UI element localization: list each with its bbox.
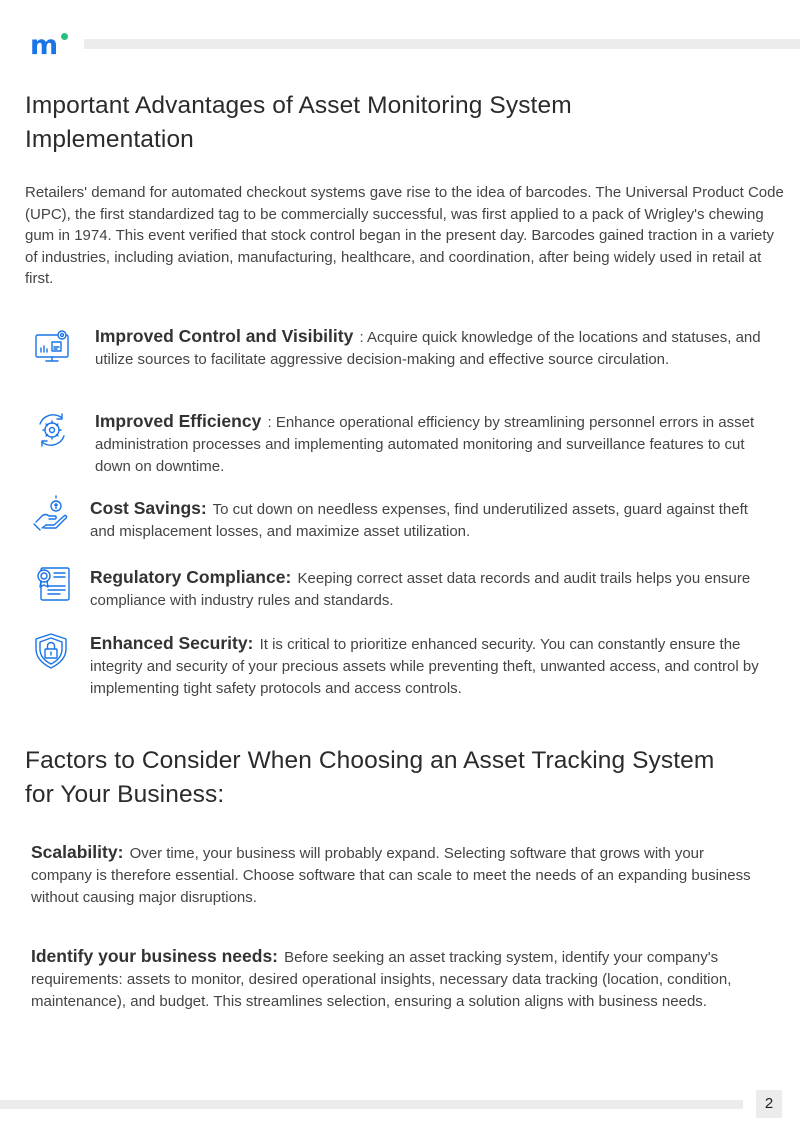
certificate-icon xyxy=(34,564,74,604)
header-bar xyxy=(84,39,800,49)
advantage-text: Acquire quick knowledge of the locations and statuses, and utilize sources to facilitate aggressive decision-making and effective source circulation. xyxy=(95,329,761,368)
section-title-advantages: Important Advantages of Asset Monitoring System Implementation xyxy=(25,92,572,153)
logo-dot xyxy=(61,33,68,40)
factor-text: Over time, your business will probably expand. Selecting software that grows with your company is therefore essential. Choose software that can scale to meet the needs of an expanding business without causing major disruptions. xyxy=(31,845,751,906)
advantage-separator: : xyxy=(263,414,276,431)
advantage-item xyxy=(90,498,760,543)
hand-coin-icon xyxy=(32,494,72,534)
company-logo xyxy=(30,30,70,62)
factor-item xyxy=(31,842,761,908)
page-number: 2 xyxy=(756,1090,782,1118)
factor-item xyxy=(31,946,761,1012)
advantage-item xyxy=(95,326,765,371)
factor-text: Before seeking an asset tracking system, identify your company's requirements: assets to monitor, desired operational insights, necessary data tracking (location, condition, maintenance), and budget. This streamlines selection, ensuring a solution aligns with business needs. xyxy=(31,949,732,1010)
advantage-text: It is critical to prioritize enhanced security. You can constantly ensure the integrity and security of your precious assets while preventing theft, unwanted access, and control by implementing tight safety protocols and access controls. xyxy=(90,636,759,697)
logo-letter: m xyxy=(30,30,58,61)
factor-label: Scalability: xyxy=(31,842,124,862)
advantage-label: Improved Control and Visibility xyxy=(95,326,354,346)
advantage-separator: : xyxy=(355,329,368,346)
advantage-label: Regulatory Compliance: xyxy=(90,567,292,587)
advantage-text: To cut down on needless expenses, find underutilized assets, guard against theft and misplacement losses, and maximize asset utilization. xyxy=(90,501,748,540)
advantage-item xyxy=(90,633,760,699)
factor-label: Identify your business needs: xyxy=(31,946,278,966)
footer-bar xyxy=(0,1100,743,1109)
monitor-chart-icon xyxy=(32,328,72,368)
advantage-item xyxy=(90,567,760,612)
advantage-text: Keeping correct asset data records and audit trails helps you ensure compliance with industry rules and standards. xyxy=(90,570,751,609)
advantage-label: Cost Savings: xyxy=(90,498,207,518)
gear-cycle-icon xyxy=(32,410,72,450)
advantage-label: Improved Efficiency xyxy=(95,411,262,431)
section-title-factors: Factors to Consider When Choosing an Asset Tracking System for Your Business: xyxy=(25,747,715,808)
advantage-item xyxy=(95,411,765,477)
intro-paragraph: Retailers' demand for automated checkout systems gave rise to the idea of barcodes. The Universal Product Code (UPC), the first standardized tag to be commercially successful, was first applied to a pack of Wrigley's chewing gum in 1974. This event verified that stock control began in the present day. Barcodes gained traction in a variety of industries, including aviation, manufacturing, healthcare, and coordination, after being widely used in retail at first. xyxy=(25,184,784,288)
shield-lock-icon xyxy=(31,631,71,671)
advantage-text: Enhance operational efficiency by streamlining personnel errors in asset administration processes and implementing automated monitoring and surveillance features to cut down on downtime. xyxy=(95,414,755,475)
advantage-label: Enhanced Security: xyxy=(90,633,254,653)
